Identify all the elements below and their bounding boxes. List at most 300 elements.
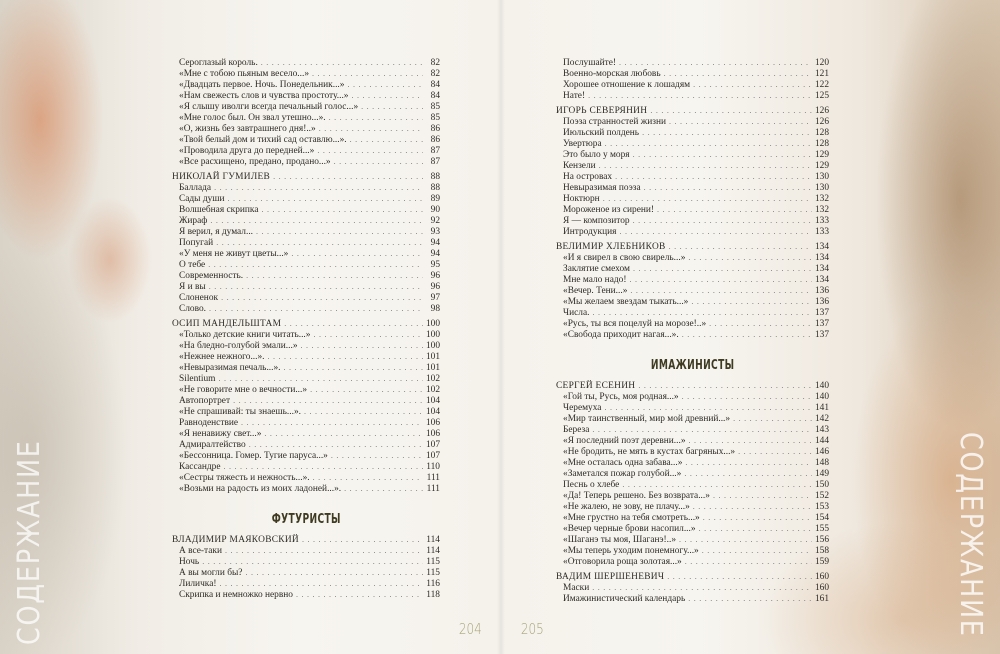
author-entry[interactable]: [556, 241, 829, 252]
entry-page: 106: [425, 418, 440, 428]
toc-entry[interactable]: [172, 578, 440, 589]
dot-leader: [361, 101, 423, 112]
entry-title: На островах: [563, 172, 613, 182]
entry-page: 95: [430, 260, 440, 270]
toc-entry[interactable]: [172, 182, 440, 193]
toc-entry[interactable]: [172, 461, 440, 472]
entry-page: 98: [430, 304, 440, 314]
toc-entry[interactable]: [556, 79, 829, 90]
entry-page: 141: [814, 403, 829, 413]
toc-block: [172, 318, 440, 494]
entry-page: 90: [430, 205, 440, 215]
entry-title: «На бледно-голубой эмали...»: [179, 341, 298, 351]
entry-title: «Сестры тяжесть и нежность...».: [179, 473, 310, 483]
entry-page: 82: [430, 58, 440, 68]
dot-leader: [245, 567, 423, 578]
entry-title: «Все расхищено, предано, продано...»: [179, 157, 331, 167]
entry-title: Военно-морская любовь: [563, 69, 661, 79]
entry-title: «Невыразимая печаль...».: [179, 363, 281, 373]
toc-entry[interactable]: [556, 479, 829, 490]
dot-leader: [592, 307, 811, 318]
entry-page: 143: [814, 425, 829, 435]
entry-title: «Твой белый дом и тихий сад оставлю...».: [179, 135, 347, 145]
entry-title: «Не жалею, не зову, не плачу...»: [563, 502, 690, 512]
toc-entry[interactable]: [172, 68, 440, 79]
toc-entry[interactable]: [172, 373, 440, 384]
toc-entry[interactable]: [556, 593, 829, 604]
entry-page: 100: [425, 341, 440, 351]
dot-leader: [689, 435, 812, 446]
entry-page: 92: [430, 216, 440, 226]
entry-page: 154: [814, 513, 829, 523]
toc-block: [172, 171, 440, 314]
entry-title: «Свобода приходит нагая...».: [563, 330, 679, 340]
entry-title: Сероглазый король.: [179, 58, 258, 68]
entry-title: «Заметался пожар голубой...»: [563, 469, 682, 479]
section-heading-text: ФУТУРИСТЫ: [271, 512, 341, 527]
toc-entry[interactable]: [172, 340, 440, 351]
toc-entry[interactable]: [556, 523, 829, 534]
entry-page: 107: [425, 440, 440, 450]
toc-entry[interactable]: [556, 204, 829, 215]
entry-title: «Нам свежесть слов и чувства простоту...»: [179, 91, 349, 101]
entry-page: 101: [425, 352, 440, 362]
toc-entry[interactable]: [556, 446, 829, 457]
entry-title: Слоненок: [179, 293, 219, 303]
toc-entry[interactable]: [172, 145, 440, 156]
entry-page: 129: [814, 150, 829, 160]
dot-leader: [246, 270, 423, 281]
toc-entry[interactable]: [172, 270, 440, 281]
entry-page: 153: [814, 502, 829, 512]
entry-page: 140: [814, 381, 829, 391]
toc-entry[interactable]: [556, 391, 829, 402]
toc-entry[interactable]: [172, 406, 440, 417]
entry-title: Silentium: [179, 374, 216, 384]
dot-leader: [228, 193, 423, 204]
dot-leader: [216, 237, 423, 248]
author-name: НИКОЛАЙ ГУМИЛЕВ: [172, 172, 271, 182]
toc-entry[interactable]: [556, 193, 829, 204]
dot-leader: [310, 384, 423, 395]
entry-title: «Проводила друга до передней...»: [179, 146, 315, 156]
section-heading: [556, 356, 829, 376]
entry-title: А вы могли бы?: [179, 568, 243, 578]
entry-page: 128: [814, 139, 829, 149]
dot-leader: [592, 424, 812, 435]
toc-entry[interactable]: [172, 567, 440, 578]
dot-leader: [273, 171, 423, 182]
toc-entry[interactable]: [172, 90, 440, 101]
author-entry[interactable]: [172, 318, 440, 329]
dot-leader: [699, 523, 812, 534]
entry-title: Заклятие смехом: [563, 264, 630, 274]
toc-entry[interactable]: [556, 160, 829, 171]
entry-title: «Я ненавижу свет...»: [179, 429, 262, 439]
entry-page: 84: [430, 91, 440, 101]
dot-leader: [317, 145, 423, 156]
entry-title: Равноденствие: [179, 418, 239, 428]
entry-page: 130: [814, 183, 829, 193]
entry-page: 94: [430, 249, 440, 259]
entry-page: 82: [430, 69, 440, 79]
dot-leader: [334, 156, 423, 167]
entry-page: 118: [426, 590, 440, 600]
toc-entry[interactable]: [556, 138, 829, 149]
toc-entry[interactable]: [172, 472, 440, 483]
dot-leader: [738, 446, 812, 457]
entry-page: 129: [814, 161, 829, 171]
toc-entry[interactable]: [556, 468, 829, 479]
toc-entry[interactable]: [556, 263, 829, 274]
entry-page: 111: [426, 473, 440, 483]
author-entry[interactable]: [556, 380, 829, 391]
author-name: ИГОРЬ СЕВЕРЯНИН: [556, 106, 648, 116]
toc-entry[interactable]: [556, 534, 829, 545]
entry-page: 134: [814, 242, 829, 252]
author-entry[interactable]: [172, 534, 440, 545]
dot-leader: [669, 116, 812, 127]
toc-block: [556, 571, 829, 604]
toc-entry[interactable]: [556, 307, 829, 318]
entry-page: 136: [814, 297, 829, 307]
entry-page: 160: [814, 572, 829, 582]
entry-title: «Шаганэ ты моя, Шаганэ!..»: [563, 535, 677, 545]
entry-title: Современность.: [179, 271, 244, 281]
entry-page: 161: [814, 594, 829, 604]
toc-entry[interactable]: [172, 204, 440, 215]
toc-block: [556, 380, 829, 567]
entry-title: Послушайте!: [563, 58, 616, 68]
entry-page: 100: [425, 330, 440, 340]
toc-entry[interactable]: [556, 424, 829, 435]
toc-entry[interactable]: [172, 351, 440, 362]
dot-leader: [682, 391, 812, 402]
entry-title: Ноктюрн: [563, 194, 600, 204]
dot-leader: [615, 171, 812, 182]
entry-title: «Мне голос был. Он звал утешно...».: [179, 113, 326, 123]
dot-leader: [225, 545, 423, 556]
dot-leader: [622, 479, 812, 490]
dot-leader: [605, 138, 812, 149]
dot-leader: [682, 329, 812, 340]
toc-entry[interactable]: [172, 281, 440, 292]
side-title-left: СОДЕРЖАНИЕ: [12, 439, 47, 645]
author-entry[interactable]: [172, 171, 440, 182]
entry-page: 160: [814, 583, 829, 593]
dot-leader: [688, 593, 812, 604]
dot-leader: [603, 193, 812, 204]
dot-leader: [351, 90, 423, 101]
toc-entry[interactable]: [556, 171, 829, 182]
entry-page: 114: [426, 535, 440, 545]
dot-leader: [208, 259, 423, 270]
toc-entry[interactable]: [172, 259, 440, 270]
toc-entry[interactable]: [556, 215, 829, 226]
toc-entry[interactable]: [556, 252, 829, 263]
entry-page: 125: [814, 91, 829, 101]
toc-entry[interactable]: [172, 362, 440, 373]
author-entry[interactable]: [556, 571, 829, 582]
entry-page: 88: [430, 172, 440, 182]
dot-leader: [588, 90, 812, 101]
toc-entry[interactable]: [172, 483, 440, 494]
dot-leader: [693, 79, 812, 90]
entry-title: «Бессонница. Гомер. Тугие паруса...»: [179, 451, 328, 461]
entry-title: Автопортрет: [179, 396, 231, 406]
entry-title: О тебе: [179, 260, 206, 270]
entry-title: Баллада: [179, 183, 212, 193]
side-title-right: СОДЕРЖАНИЕ: [953, 432, 988, 638]
toc-entry[interactable]: [172, 545, 440, 556]
dot-leader: [291, 248, 423, 259]
book-gutter: [497, 0, 505, 654]
toc-entry[interactable]: [556, 90, 829, 101]
author-name: СЕРГЕЙ ЕСЕНИН: [556, 381, 636, 391]
dot-leader: [202, 556, 423, 567]
entry-title: «Русь, ты вся поцелуй на морозе!..»: [563, 319, 707, 329]
toc-entry[interactable]: [556, 512, 829, 523]
entry-page: 134: [814, 264, 829, 274]
section-heading-text: ИМАЖИНИСТЫ: [650, 358, 735, 373]
entry-page: 150: [814, 480, 829, 490]
dot-leader: [301, 340, 423, 351]
entry-page: 94: [430, 238, 440, 248]
entry-title: Я — композитор: [563, 216, 630, 226]
dot-leader: [313, 329, 422, 340]
toc-entry[interactable]: [172, 79, 440, 90]
toc-block: [556, 241, 829, 340]
entry-title: Мороженое из сирени!: [563, 205, 655, 215]
dot-leader: [241, 417, 423, 428]
dot-leader: [650, 105, 812, 116]
entry-title: «Не бродить, не мять в кустах багряных...»: [563, 447, 736, 457]
dot-leader: [592, 582, 812, 593]
dot-leader: [210, 215, 423, 226]
entry-page: 120: [814, 58, 829, 68]
dot-leader: [642, 127, 812, 138]
toc-column-left: [172, 57, 440, 600]
dot-leader: [709, 318, 812, 329]
entry-page: 110: [426, 462, 440, 472]
author-name: ВАДИМ ШЕРШЕНЕВИЧ: [556, 572, 665, 582]
toc-entry[interactable]: [556, 435, 829, 446]
toc-entry[interactable]: [172, 226, 440, 237]
toc-entry[interactable]: [172, 101, 440, 112]
toc-entry[interactable]: [172, 439, 440, 450]
entry-title: «Вечер черные брови насопил...»: [563, 524, 696, 534]
entry-title: Ночь: [179, 557, 200, 567]
entry-page: 155: [814, 524, 829, 534]
toc-entry[interactable]: [172, 329, 440, 340]
author-name: ВЛАДИМИР МАЯКОВСКИЙ: [172, 535, 300, 545]
entry-page: 159: [814, 557, 829, 567]
entry-title: Кассандре: [179, 462, 221, 472]
entry-title: Попугай: [179, 238, 214, 248]
dot-leader: [302, 534, 423, 545]
dot-leader: [667, 571, 812, 582]
dot-leader: [350, 134, 423, 145]
toc-entry[interactable]: [556, 57, 829, 68]
toc-entry[interactable]: [556, 182, 829, 193]
entry-page: 126: [814, 106, 829, 116]
dot-leader: [268, 351, 423, 362]
entry-title: Невыразимая поэза: [563, 183, 641, 193]
entry-title: «Нежнее нежного...».: [179, 352, 265, 362]
toc-entry[interactable]: [556, 545, 829, 556]
dot-leader: [209, 281, 423, 292]
entry-page: 87: [430, 146, 440, 156]
toc-entry[interactable]: [172, 384, 440, 395]
toc-entry[interactable]: [172, 248, 440, 259]
dot-leader: [702, 545, 812, 556]
entry-title: Я верил, я думал...: [179, 227, 254, 237]
entry-title: Слово.: [179, 304, 207, 314]
dot-leader: [644, 182, 812, 193]
dot-leader: [629, 274, 812, 285]
dot-leader: [249, 439, 423, 450]
entry-page: 114: [426, 546, 440, 556]
toc-entry[interactable]: [172, 57, 440, 68]
toc-entry[interactable]: [556, 116, 829, 127]
entry-title: «Возьми на радость из моих ладоней...».: [179, 484, 342, 494]
dot-leader: [221, 292, 423, 303]
toc-block: [556, 57, 829, 101]
entry-page: 130: [814, 172, 829, 182]
toc-entry[interactable]: [556, 68, 829, 79]
entry-title: Черемуха: [563, 403, 602, 413]
entry-page: 134: [814, 275, 829, 285]
entry-title: Адмиралтейство: [179, 440, 246, 450]
toc-entry[interactable]: [172, 123, 440, 134]
entry-page: 152: [814, 491, 829, 501]
entry-page: 132: [814, 194, 829, 204]
dot-leader: [664, 68, 812, 79]
dot-leader: [284, 318, 423, 329]
toc-entry[interactable]: [172, 556, 440, 567]
toc-entry[interactable]: [172, 193, 440, 204]
toc-entry[interactable]: [556, 329, 829, 340]
entry-page: 102: [425, 385, 440, 395]
toc-entry[interactable]: [556, 402, 829, 413]
dot-leader: [703, 512, 812, 523]
dot-leader: [264, 428, 423, 439]
dot-leader: [679, 534, 812, 545]
toc-entry[interactable]: [556, 556, 829, 567]
entry-title: «Мне грустно на тебя смотреть...»: [563, 513, 700, 523]
toc-entry[interactable]: [172, 215, 440, 226]
toc-entry[interactable]: [556, 127, 829, 138]
toc-entry[interactable]: [172, 417, 440, 428]
dot-leader: [219, 578, 423, 589]
dot-leader: [619, 226, 811, 237]
entry-title: Нате!: [563, 91, 586, 101]
entry-page: 137: [814, 319, 829, 329]
dot-leader: [214, 182, 423, 193]
author-entry[interactable]: [556, 105, 829, 116]
toc-entry[interactable]: [556, 226, 829, 237]
dot-leader: [218, 373, 422, 384]
toc-entry[interactable]: [172, 450, 440, 461]
dot-leader: [331, 450, 423, 461]
entry-title: Лиличка!: [179, 579, 217, 589]
dot-leader: [284, 362, 423, 373]
dot-leader: [638, 380, 812, 391]
entry-page: 132: [814, 205, 829, 215]
toc-entry[interactable]: [556, 318, 829, 329]
toc-entry[interactable]: [556, 413, 829, 424]
entry-page: 122: [814, 80, 829, 90]
entry-title: Увертюра: [563, 139, 602, 149]
entry-page: 97: [430, 293, 440, 303]
dot-leader: [319, 123, 423, 134]
toc-entry[interactable]: [172, 292, 440, 303]
entry-title: «Мы желаем звездам тыкать...»: [563, 297, 689, 307]
toc-entry[interactable]: [172, 395, 440, 406]
dot-leader: [630, 285, 812, 296]
dot-leader: [209, 303, 423, 314]
dot-leader: [304, 406, 423, 417]
toc-entry[interactable]: [556, 296, 829, 307]
entry-title: Поэза странностей жизни: [563, 117, 666, 127]
toc-entry[interactable]: [556, 582, 829, 593]
toc-entry[interactable]: [172, 589, 440, 600]
toc-entry[interactable]: [556, 285, 829, 296]
entry-page: 87: [430, 157, 440, 167]
toc-entry[interactable]: [556, 149, 829, 160]
toc-block: [172, 534, 440, 600]
dot-leader: [347, 79, 423, 90]
toc-entry[interactable]: [172, 237, 440, 248]
toc-entry[interactable]: [556, 274, 829, 285]
toc-entry[interactable]: [172, 303, 440, 314]
dot-leader: [633, 149, 812, 160]
toc-column-right: [556, 57, 829, 604]
section-heading: [172, 510, 440, 530]
entry-page: 144: [814, 436, 829, 446]
entry-page: 137: [814, 330, 829, 340]
dot-leader: [688, 252, 812, 263]
toc-entry[interactable]: [556, 490, 829, 501]
entry-title: Жираф: [179, 216, 208, 226]
author-name: ВЕЛИМИР ХЛЕБНИКОВ: [556, 242, 666, 252]
entry-title: «И я свирел в свою свирель...»: [563, 253, 686, 263]
entry-page: 146: [814, 447, 829, 457]
entry-page: 100: [425, 319, 440, 329]
entry-title: «Вечер. Тени...»: [563, 286, 628, 296]
entry-title: «Я последний поэт деревни...»: [563, 436, 686, 446]
entry-title: «Мир таинственный, мир мой древний...»: [563, 414, 731, 424]
dot-leader: [633, 263, 812, 274]
entry-title: «Мне осталась одна забава...»: [563, 458, 683, 468]
dot-leader: [261, 57, 423, 68]
toc-entry[interactable]: [172, 428, 440, 439]
entry-page: 115: [426, 557, 440, 567]
entry-page: 106: [425, 429, 440, 439]
toc-entry[interactable]: [556, 457, 829, 468]
dot-leader: [329, 112, 423, 123]
toc-entry[interactable]: [172, 112, 440, 123]
toc-entry[interactable]: [556, 501, 829, 512]
entry-page: 85: [430, 113, 440, 123]
entry-title: «У меня не живут цветы...»: [179, 249, 289, 259]
toc-entry[interactable]: [172, 156, 440, 167]
entry-page: 111: [426, 484, 440, 494]
entry-page: 93: [430, 227, 440, 237]
entry-page: 142: [814, 414, 829, 424]
entry-title: Хорошее отношение к лошадям: [563, 80, 691, 90]
toc-entry[interactable]: [172, 134, 440, 145]
